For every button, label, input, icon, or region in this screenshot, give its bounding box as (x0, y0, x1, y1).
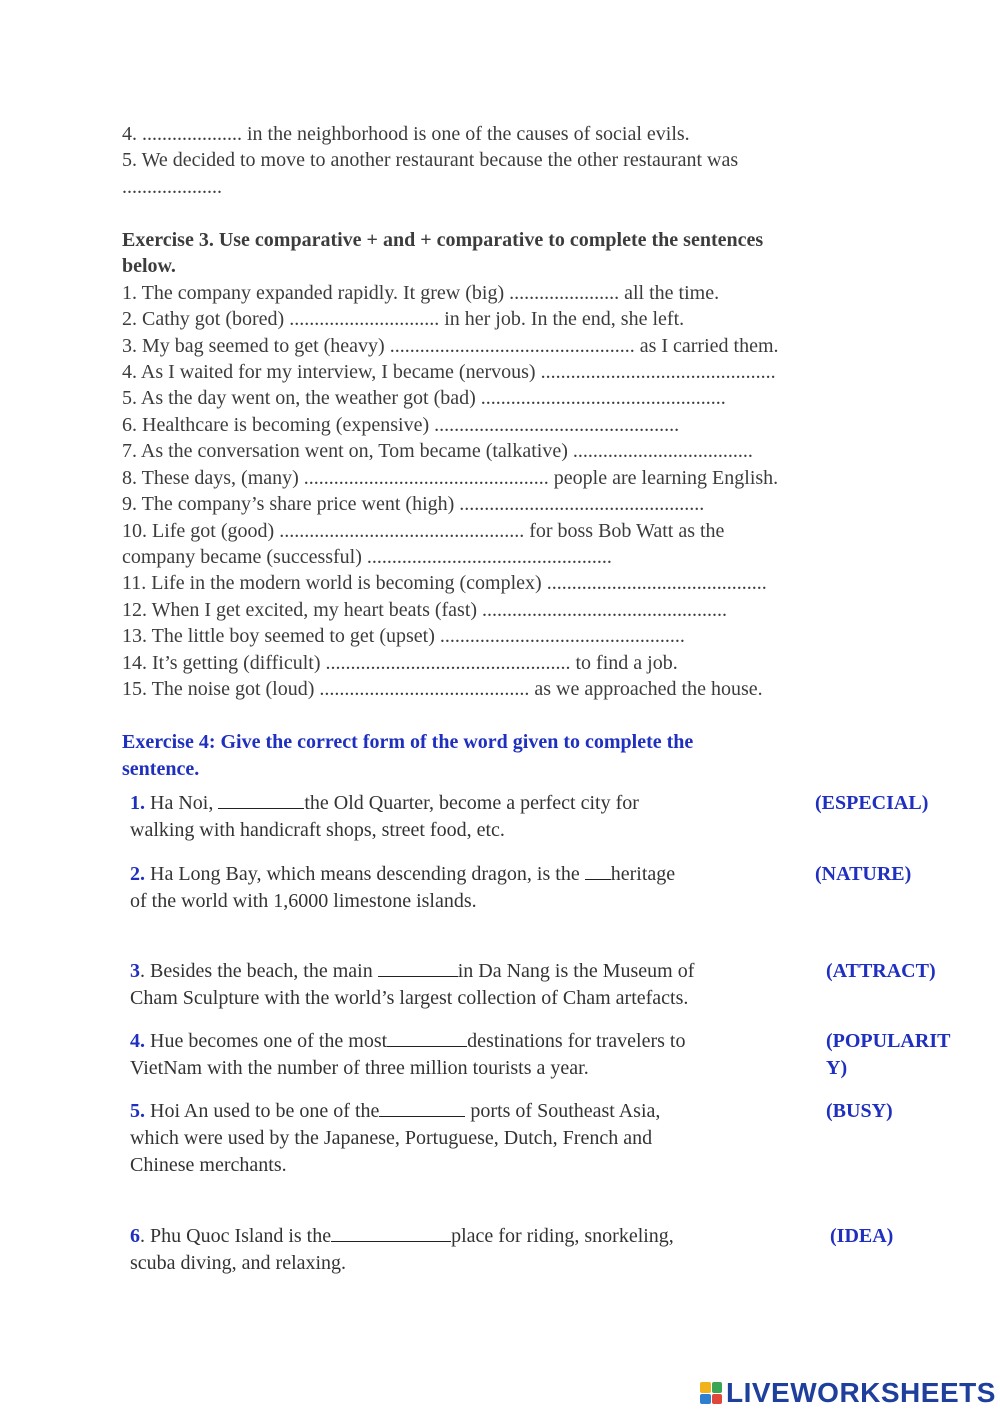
question-text: VietNam with the number of three million tourists a year. (130, 1057, 589, 1079)
exercise4-question-1 (130, 790, 810, 844)
question-number: 5. (130, 1100, 145, 1122)
question-text: walking with handicraft shops, street food, etc. (130, 819, 505, 841)
question-text: destinations for travelers to (467, 1030, 686, 1052)
question-text: Hue becomes one of the most (150, 1030, 388, 1052)
exercise4-question-6 (130, 1223, 810, 1277)
exercise4-question-3 (130, 958, 810, 1012)
exercise3-heading-cont: below. (122, 255, 176, 277)
question-text: which were used by the Japanese, Portuguese, Dutch, French and (130, 1127, 653, 1149)
question-text: Cham Sculpture with the world’s largest collection of Cham artefacts. (130, 987, 689, 1009)
exercise3-line: 8. These days, (many) ................................................. people are learning English. (122, 467, 779, 489)
exercise4-heading-cont: sentence. (122, 758, 200, 780)
logo-text: LIVEWORKSHEETS (726, 1377, 996, 1408)
question-text: . Besides the beach, the main (140, 960, 378, 982)
question-text: heritage (610, 863, 676, 885)
answer-blank[interactable] (378, 958, 458, 977)
question-text: Chinese merchants. (130, 1154, 287, 1176)
exercise3-line: 4. As I waited for my interview, I became (nervous) ............................................... (122, 361, 776, 383)
exercise4-question-4 (130, 1028, 810, 1082)
question-text: Ha Noi, (150, 792, 219, 814)
exercise3-line: 5. As the day went on, the weather got (bad) ................................................. (122, 387, 726, 409)
word-hint: (ESPECIAL) (815, 792, 929, 814)
exercise3-line: 15. The noise got (loud) .......................................... as we approached the house. (122, 678, 763, 700)
answer-blank[interactable] (331, 1223, 451, 1242)
exercise3-line: 10. Life got (good) ................................................. for boss Bob Watt as the (122, 520, 725, 542)
answer-blank[interactable] (585, 861, 611, 880)
word-hint-cont: Y) (826, 1057, 848, 1079)
question-number: 6 (130, 1225, 140, 1247)
exercise3-line: 3. My bag seemed to get (heavy) ................................................. as I carried them. (122, 335, 779, 357)
exercise3-line: 9. The company’s share price went (high) ................................................. (122, 493, 705, 515)
exercise2-line-4: 4. .................... in the neighborhood is one of the causes of social evils. (122, 123, 690, 145)
question-text: place for riding, snorkeling, (451, 1225, 674, 1247)
logo-grid-icon (700, 1382, 722, 1404)
word-hint: (IDEA) (830, 1225, 894, 1247)
answer-blank[interactable] (387, 1028, 467, 1047)
question-text: the Old Quarter, become a perfect city for (304, 792, 639, 814)
word-hint: (BUSY) (826, 1100, 893, 1122)
exercise3-line: 1. The company expanded rapidly. It grew (big) ...................... all the time. (122, 282, 720, 304)
question-text: . Phu Quoc Island is the (140, 1225, 332, 1247)
liveworksheets-logo (700, 1376, 996, 1410)
exercise2-line-5-cont: .................... (122, 176, 222, 198)
word-hint: (ATTRACT) (826, 960, 936, 982)
question-text: of the world with 1,6000 limestone islands. (130, 890, 477, 912)
answer-blank[interactable] (218, 790, 304, 809)
exercise3-line: 2. Cathy got (bored) .............................. in her job. In the end, she left. (122, 308, 685, 330)
exercise3-line: 13. The little boy seemed to get (upset) ................................................. (122, 625, 685, 647)
exercise3-heading: Exercise 3. Use comparative + and + comparative to complete the sentences (122, 229, 764, 251)
exercise4-question-5 (130, 1098, 810, 1179)
question-text: ports of Southeast Asia, (465, 1100, 661, 1122)
word-hint: (POPULARIT (826, 1030, 951, 1052)
question-text: Hoi An used to be one of the (150, 1100, 380, 1122)
question-number: 1. (130, 792, 145, 814)
exercise3-line: company became (successful) ................................................. (122, 546, 612, 568)
question-text: scuba diving, and relaxing. (130, 1252, 347, 1274)
exercise4-question-2 (130, 861, 810, 915)
question-number: 2. (130, 863, 145, 885)
exercise3-line: 14. It’s getting (difficult) ................................................. to find a job. (122, 652, 678, 674)
word-hint: (NATURE) (815, 863, 912, 885)
question-number: 4. (130, 1030, 145, 1052)
exercise3-line: 12. When I get excited, my heart beats (fast) ................................................. (122, 599, 728, 621)
question-number: 3 (130, 960, 140, 982)
question-text: in Da Nang is the Museum of (457, 960, 695, 982)
exercise3-line: 7. As the conversation went on, Tom became (talkative) .................................... (122, 440, 753, 462)
answer-blank[interactable] (379, 1098, 465, 1117)
exercise3-line: 11. Life in the modern world is becoming (complex) ............................................ (122, 572, 767, 594)
exercise2-line-5: 5. We decided to move to another restaurant because the other restaurant was (122, 149, 739, 171)
question-text: Ha Long Bay, which means descending dragon, is the (150, 863, 585, 885)
exercise4-heading: Exercise 4: Give the correct form of the word given to complete the (122, 731, 694, 753)
exercise3-line: 6. Healthcare is becoming (expensive) ................................................. (122, 414, 680, 436)
